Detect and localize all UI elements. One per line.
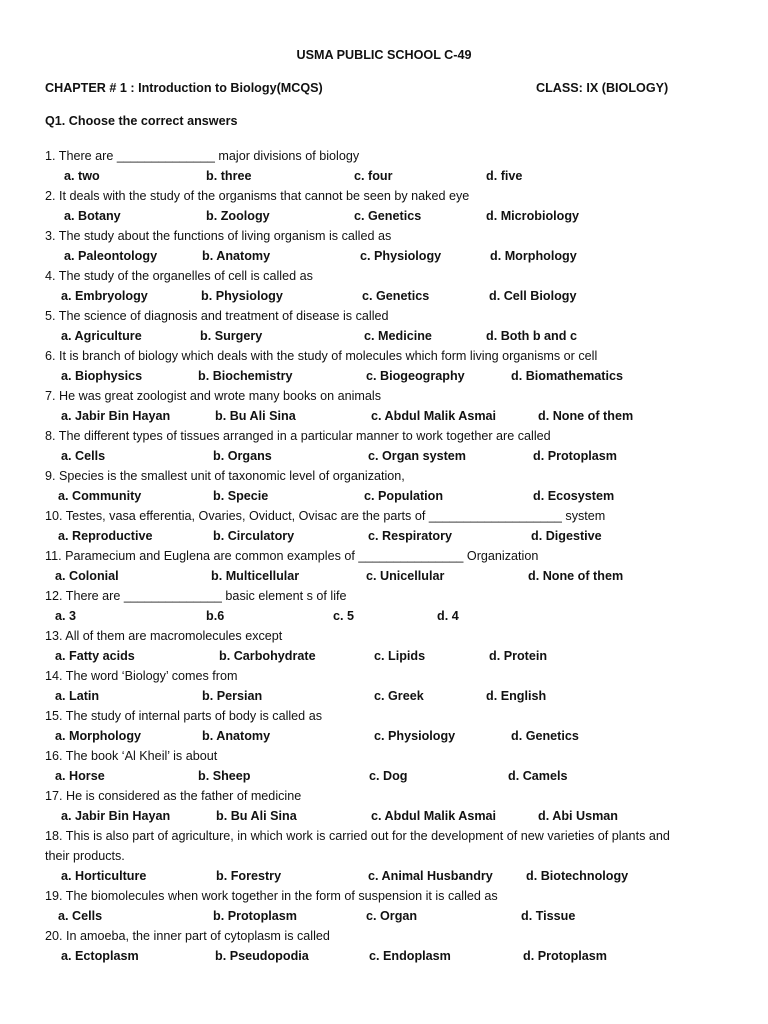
answer-options bbox=[0, 326, 768, 346]
class-label: CLASS: IX (BIOLOGY) bbox=[536, 81, 669, 95]
answer-options bbox=[0, 726, 768, 746]
question-item bbox=[0, 746, 768, 786]
answer-option: d. Camels bbox=[508, 769, 568, 783]
answer-option: c. 5 bbox=[333, 609, 355, 623]
answer-option: c. Endoplasm bbox=[369, 949, 451, 963]
question-text: 18. This is also part of agriculture, in which work is carried out for the development of new varieties of plants and their products. bbox=[45, 829, 670, 863]
answer-options bbox=[0, 286, 768, 306]
question-text: 16. The book ‘Al Kheil’ is about bbox=[45, 749, 218, 763]
question-item bbox=[0, 186, 768, 226]
answer-option: a. Colonial bbox=[55, 569, 119, 583]
answer-option: a. Community bbox=[58, 489, 142, 503]
answer-option: b.6 bbox=[206, 609, 225, 623]
answer-option: a. Latin bbox=[55, 689, 100, 703]
answer-option: b. Organs bbox=[213, 449, 272, 463]
question-item bbox=[0, 386, 768, 426]
question-item bbox=[0, 506, 768, 546]
answer-options bbox=[0, 526, 768, 546]
answer-option: c. Physiology bbox=[360, 249, 442, 263]
answer-options bbox=[0, 166, 768, 186]
answer-option: d. Microbiology bbox=[486, 209, 580, 223]
answer-option: a. Paleontology bbox=[64, 249, 158, 263]
question-text: 9. Species is the smallest unit of taxonomic level of organization, bbox=[45, 469, 405, 483]
question-text: 7. He was great zoologist and wrote many books on animals bbox=[45, 389, 382, 403]
answer-option: a. Agriculture bbox=[61, 329, 142, 343]
question-text: 10. Testes, vasa efferentia, Ovaries, Oviduct, Ovisac are the parts of ___________________ system bbox=[45, 509, 606, 523]
answer-option: b. Biochemistry bbox=[198, 369, 293, 383]
answer-option: b. Carbohydrate bbox=[219, 649, 316, 663]
answer-option: b. Surgery bbox=[200, 329, 263, 343]
question-text: 3. The study about the functions of living organism is called as bbox=[45, 229, 392, 243]
question-text: 19. The biomolecules when work together in the form of suspension it is called as bbox=[45, 889, 498, 903]
answer-option: d. Ecosystem bbox=[533, 489, 615, 503]
question-text: 13. All of them are macromolecules except bbox=[45, 629, 283, 643]
answer-options bbox=[0, 606, 768, 626]
answer-option: a. two bbox=[64, 169, 100, 183]
answer-option: a. Ectoplasm bbox=[61, 949, 139, 963]
answer-option: c. Biogeography bbox=[366, 369, 465, 383]
answer-options bbox=[0, 566, 768, 586]
answer-option: b. Zoology bbox=[206, 209, 270, 223]
answer-option: d. Protoplasm bbox=[533, 449, 617, 463]
answer-option: b. three bbox=[206, 169, 252, 183]
answer-option: a. Jabir Bin Hayan bbox=[61, 409, 171, 423]
school-title: USMA PUBLIC SCHOOL C-49 bbox=[296, 48, 472, 62]
answer-option: b. Pseudopodia bbox=[215, 949, 309, 963]
question-text: 14. The word ‘Biology’ comes from bbox=[45, 669, 238, 683]
question-item bbox=[0, 886, 768, 926]
question-item bbox=[0, 926, 768, 966]
answer-option: a. Morphology bbox=[55, 729, 142, 743]
answer-option: d. Biotechnology bbox=[526, 869, 629, 883]
question-item bbox=[0, 146, 768, 186]
answer-option: a. Embryology bbox=[61, 289, 148, 303]
answer-option: b. Persian bbox=[202, 689, 263, 703]
answer-option: c. Physiology bbox=[374, 729, 456, 743]
answer-option: a. Horticulture bbox=[61, 869, 147, 883]
answer-option: a. Jabir Bin Hayan bbox=[61, 809, 171, 823]
answer-option: c. Population bbox=[364, 489, 444, 503]
answer-options bbox=[0, 366, 768, 386]
section-heading: Q1. Choose the correct answers bbox=[45, 114, 238, 128]
question-text: 17. He is considered as the father of medicine bbox=[45, 789, 302, 803]
answer-option: d. Biomathematics bbox=[511, 369, 623, 383]
answer-options bbox=[0, 766, 768, 786]
answer-option: c. Lipids bbox=[374, 649, 426, 663]
answer-option: b. Physiology bbox=[201, 289, 283, 303]
answer-option: c. Medicine bbox=[364, 329, 432, 343]
question-item bbox=[0, 426, 768, 466]
answer-option: c. four bbox=[354, 169, 393, 183]
question-item bbox=[0, 546, 768, 586]
answer-option: d. Abi Usman bbox=[538, 809, 619, 823]
answer-option: d. Protoplasm bbox=[523, 949, 607, 963]
answer-options bbox=[0, 686, 768, 706]
answer-option: c. Genetics bbox=[362, 289, 430, 303]
answer-option: d. Morphology bbox=[490, 249, 577, 263]
answer-option: c. Organ system bbox=[368, 449, 466, 463]
answer-option: d. Tissue bbox=[521, 909, 576, 923]
question-item bbox=[0, 626, 768, 666]
answer-option: b. Protoplasm bbox=[213, 909, 297, 923]
answer-option: b. Anatomy bbox=[202, 729, 271, 743]
question-item bbox=[0, 666, 768, 706]
chapter-title: CHAPTER # 1 : Introduction to Biology(MCQS) bbox=[45, 81, 323, 95]
question-item bbox=[0, 586, 768, 626]
answer-option: b. Bu Ali Sina bbox=[215, 409, 296, 423]
answer-option: d. five bbox=[486, 169, 523, 183]
answer-option: d. English bbox=[486, 689, 547, 703]
question-item bbox=[0, 226, 768, 266]
question-item bbox=[0, 266, 768, 306]
question-text: 20. In amoeba, the inner part of cytoplasm is called bbox=[45, 929, 330, 943]
answer-options bbox=[0, 946, 768, 966]
answer-option: d. None of them bbox=[528, 569, 624, 583]
answer-option: a. Horse bbox=[55, 769, 105, 783]
answer-option: b. Forestry bbox=[216, 869, 282, 883]
answer-option: a. Fatty acids bbox=[55, 649, 135, 663]
answer-option: d. Protein bbox=[489, 649, 548, 663]
answer-option: c. Animal Husbandry bbox=[368, 869, 493, 883]
question-item bbox=[0, 786, 768, 826]
answer-option: c. Unicellular bbox=[366, 569, 445, 583]
answer-options bbox=[0, 486, 768, 506]
question-text: 5. The science of diagnosis and treatment of disease is called bbox=[45, 309, 389, 323]
answer-option: b. Bu Ali Sina bbox=[216, 809, 297, 823]
answer-option: d. Digestive bbox=[531, 529, 602, 543]
answer-option: c. Dog bbox=[369, 769, 408, 783]
answer-option: b. Anatomy bbox=[202, 249, 271, 263]
answer-option: c. Abdul Malik Asmai bbox=[371, 409, 497, 423]
answer-options bbox=[0, 646, 768, 666]
question-item bbox=[0, 706, 768, 746]
answer-option: d. 4 bbox=[437, 609, 459, 623]
question-text: 4. The study of the organelles of cell is called as bbox=[45, 269, 313, 283]
answer-option: a. Botany bbox=[64, 209, 121, 223]
answer-options bbox=[0, 806, 768, 826]
answer-option: d. Genetics bbox=[511, 729, 579, 743]
answer-options bbox=[0, 446, 768, 466]
answer-options bbox=[0, 206, 768, 226]
question-list bbox=[0, 146, 768, 966]
question-text: 8. The different types of tissues arranged in a particular manner to work together are called bbox=[45, 429, 551, 443]
answer-option: b. Multicellular bbox=[211, 569, 300, 583]
question-item bbox=[0, 826, 768, 886]
question-text: 6. It is branch of biology which deals with the study of molecules which form living organisms or cell bbox=[45, 349, 598, 363]
answer-option: c. Organ bbox=[366, 909, 418, 923]
question-text: 1. There are ______________ major divisions of biology bbox=[45, 149, 360, 163]
answer-options bbox=[0, 866, 768, 886]
question-item bbox=[0, 466, 768, 506]
answer-option: c. Respiratory bbox=[368, 529, 452, 543]
question-text: 12. There are ______________ basic element s of life bbox=[45, 589, 347, 603]
answer-option: a. Biophysics bbox=[61, 369, 143, 383]
answer-option: b. Circulatory bbox=[213, 529, 295, 543]
answer-option: a. 3 bbox=[55, 609, 77, 623]
answer-option: d. Both b and c bbox=[486, 329, 577, 343]
answer-options bbox=[0, 406, 768, 426]
answer-option: a. Cells bbox=[58, 909, 103, 923]
answer-option: b. Sheep bbox=[198, 769, 251, 783]
answer-option: a. Cells bbox=[61, 449, 106, 463]
question-text: 2. It deals with the study of the organisms that cannot be seen by naked eye bbox=[45, 189, 470, 203]
answer-option: c. Genetics bbox=[354, 209, 422, 223]
answer-option: c. Greek bbox=[374, 689, 424, 703]
question-text: 15. The study of internal parts of body is called as bbox=[45, 709, 322, 723]
answer-option: a. Reproductive bbox=[58, 529, 153, 543]
answer-options bbox=[0, 246, 768, 266]
answer-option: c. Abdul Malik Asmai bbox=[371, 809, 497, 823]
answer-option: d. Cell Biology bbox=[489, 289, 577, 303]
answer-option: b. Specie bbox=[213, 489, 269, 503]
question-text: 11. Paramecium and Euglena are common examples of _______________ Organization bbox=[45, 549, 539, 563]
question-item bbox=[0, 346, 768, 386]
question-item bbox=[0, 306, 768, 346]
answer-option: d. None of them bbox=[538, 409, 634, 423]
answer-options bbox=[0, 906, 768, 926]
